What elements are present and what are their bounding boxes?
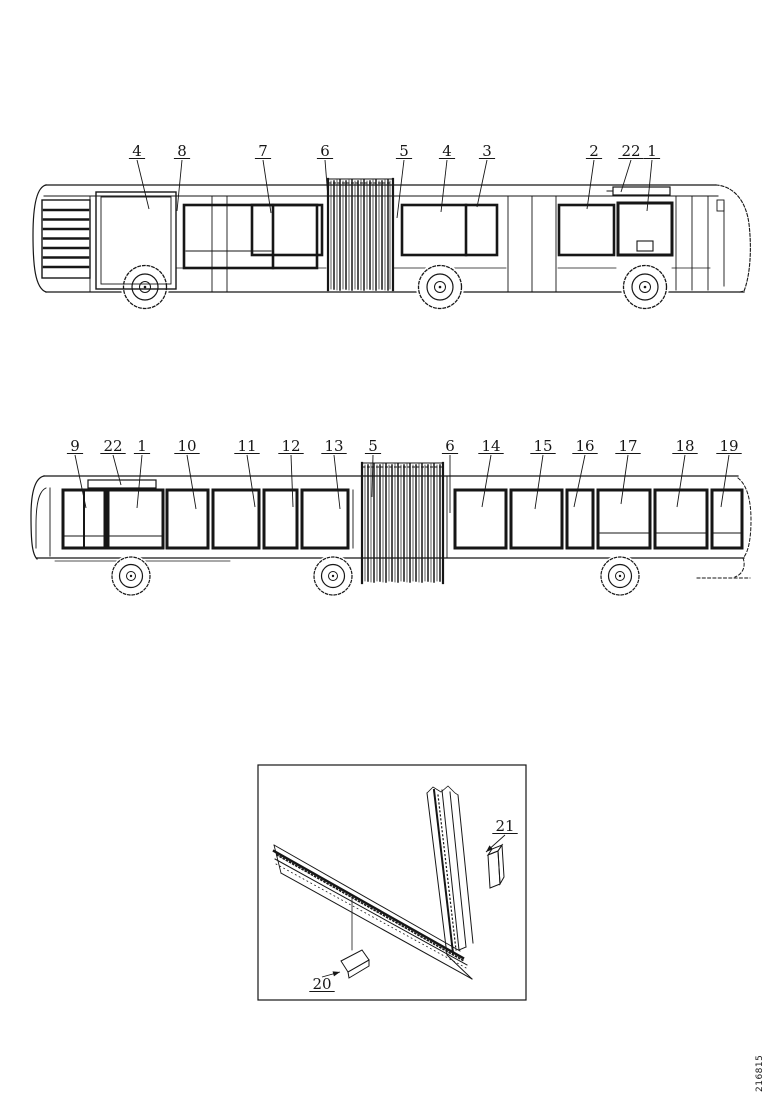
upper-bus-view <box>33 179 750 311</box>
callout-leader-line <box>535 455 543 509</box>
wheel <box>416 263 464 311</box>
window-2 <box>559 205 614 255</box>
callout-leader-line <box>677 455 685 507</box>
callout-leader-line <box>372 455 373 497</box>
window-19 <box>712 490 742 548</box>
callout-label: 10 <box>177 437 197 455</box>
window-16 <box>567 490 593 548</box>
callout-label: 2 <box>589 142 599 160</box>
rear-louver-grille <box>42 200 90 278</box>
callout-label: 4 <box>442 142 452 160</box>
clip-part-21 <box>488 845 504 888</box>
window-4-3 <box>402 205 497 255</box>
wheel <box>110 555 152 597</box>
callout-label: 14 <box>481 437 501 455</box>
window-1-upper <box>618 203 672 255</box>
callout-label: 7 <box>258 142 268 160</box>
window-13 <box>302 490 348 548</box>
articulation-bellows-lower <box>362 463 443 583</box>
callout-label: 15 <box>533 437 553 455</box>
window-18 <box>655 490 707 548</box>
callout-label: 18 <box>675 437 695 455</box>
window-1-lower <box>108 490 163 548</box>
window-11 <box>213 490 259 548</box>
wheel <box>121 263 169 311</box>
callout-label: 17 <box>618 437 638 455</box>
callout-label: 8 <box>177 142 187 160</box>
callout-leader-line <box>187 455 196 509</box>
callout-label: 21 <box>495 817 515 835</box>
front-door-upper <box>676 196 724 290</box>
roof-sign-lower <box>88 480 156 488</box>
wheel <box>621 263 669 311</box>
callout-label: 12 <box>281 437 301 455</box>
callout-label: 22 <box>621 142 641 160</box>
callout-label: 5 <box>368 437 378 455</box>
callout-label: 13 <box>324 437 344 455</box>
callout-label: 6 <box>320 142 330 160</box>
callout-leader-line <box>137 455 142 508</box>
callout-label: 11 <box>237 437 257 455</box>
window-4-8 <box>184 205 317 268</box>
window-17 <box>598 490 650 548</box>
callout-label: 19 <box>719 437 739 455</box>
callout-label: 1 <box>647 142 657 160</box>
callout-leader-line <box>334 455 340 509</box>
callout-leader-line <box>291 455 293 507</box>
callout-label: 22 <box>103 437 123 455</box>
callout-leader-line <box>247 455 255 507</box>
callout-label: 16 <box>575 437 595 455</box>
wheel <box>599 555 641 597</box>
callout-label: 6 <box>445 437 455 455</box>
callout-leader-line <box>721 455 729 507</box>
callout-leader-line <box>621 455 628 504</box>
drawing-number: 216815 <box>755 1054 765 1092</box>
roof-sign-upper <box>607 187 670 195</box>
window-12 <box>264 490 297 548</box>
window-10 <box>167 490 208 548</box>
callout-label: 1 <box>137 437 147 455</box>
callout-leader-line <box>574 455 585 507</box>
callout-leader-line <box>75 455 86 508</box>
window-14 <box>455 490 506 548</box>
callout-leader-line <box>477 160 487 207</box>
callout-label: 3 <box>482 142 492 160</box>
callout-label: 4 <box>132 142 142 160</box>
callout-arrowhead <box>333 971 340 976</box>
callout-label: 9 <box>70 437 80 455</box>
callout-label: 20 <box>312 975 332 993</box>
wheel <box>312 555 354 597</box>
callout-leader-line <box>482 455 491 507</box>
callout-label: 5 <box>399 142 409 160</box>
window-frame-detail-inset <box>258 765 526 1000</box>
window-7 <box>252 205 322 255</box>
